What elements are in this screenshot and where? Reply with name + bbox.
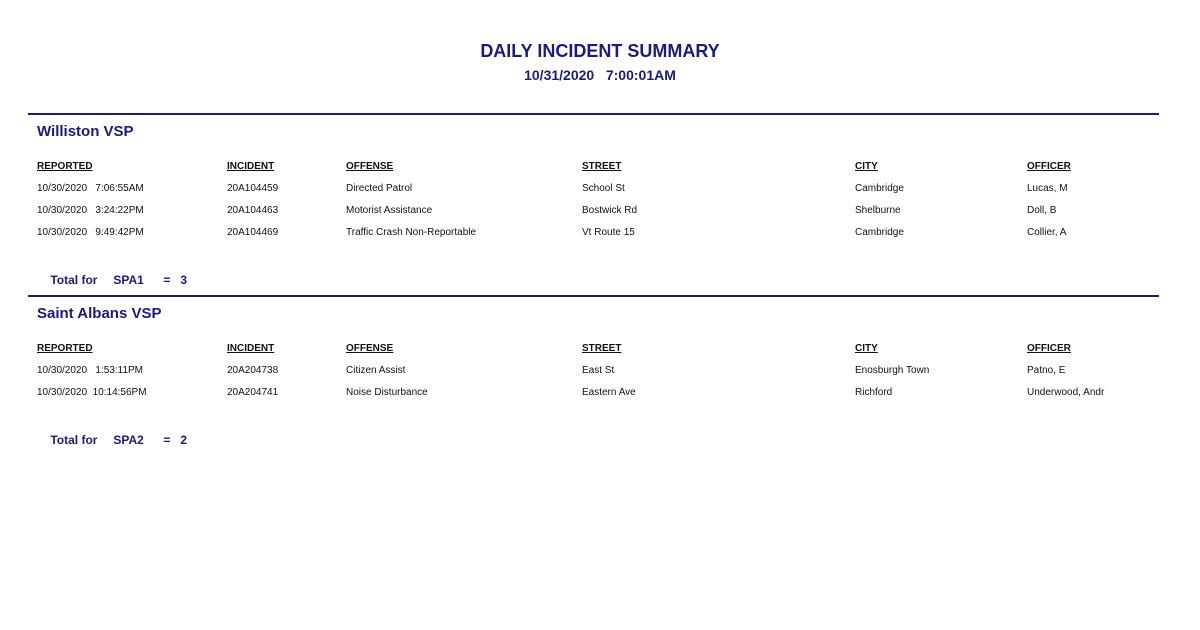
total-equals: =: [163, 433, 171, 447]
cell-offense: Directed Patrol: [346, 183, 413, 194]
cell-incident: 20A204741: [227, 387, 279, 398]
cell-street: Bostwick Rd: [582, 205, 638, 216]
cell-officer: Lucas, M: [1027, 183, 1068, 194]
column-header-offense: OFFENSE: [346, 161, 394, 172]
total-code: SPA1: [113, 273, 144, 287]
cell-street: East St: [582, 365, 615, 376]
section-saint-albans: [28, 295, 1159, 445]
cell-officer: Doll, B: [1027, 205, 1057, 216]
section-total: [37, 419, 187, 461]
cell-incident: 20A104469: [227, 227, 279, 238]
column-header-street: STREET: [582, 161, 622, 172]
cell-reported: 10/30/2020 1:53:11PM: [37, 365, 144, 376]
cell-reported: 10/30/2020 9:49:42PM: [37, 227, 144, 238]
column-header-city: CITY: [855, 161, 878, 172]
cell-officer: Collier, A: [1027, 227, 1067, 238]
column-header-incident: INCIDENT: [227, 343, 275, 354]
total-label: Total for: [50, 273, 98, 287]
section-williston: [28, 113, 1159, 287]
cell-street: School St: [582, 183, 625, 194]
cell-street: Vt Route 15: [582, 227, 635, 238]
cell-offense: Traffic Crash Non-Reportable: [346, 227, 477, 238]
column-header-reported: REPORTED: [37, 343, 93, 354]
total-equals: =: [163, 273, 171, 287]
column-header-offense: OFFENSE: [346, 343, 394, 354]
cell-city: Enosburgh Town: [855, 365, 930, 376]
cell-offense: Noise Disturbance: [346, 387, 428, 398]
total-label: Total for: [50, 433, 98, 447]
cell-city: Richford: [855, 387, 893, 398]
column-header-officer: OFFICER: [1027, 343, 1071, 354]
section-divider: [28, 295, 1159, 297]
cell-incident: 20A204738: [227, 365, 279, 376]
cell-incident: 20A104463: [227, 205, 279, 216]
cell-offense: Motorist Assistance: [346, 205, 433, 216]
column-header-reported: REPORTED: [37, 161, 93, 172]
cell-officer: Patno, E: [1027, 365, 1066, 376]
section-divider: [28, 113, 1159, 115]
report-datetime: 10/31/2020 7:00:01AM: [524, 67, 676, 83]
report-title: DAILY INCIDENT SUMMARY: [480, 41, 720, 61]
total-count: 3: [180, 273, 188, 287]
cell-offense: Citizen Assist: [346, 365, 406, 376]
total-count: 2: [180, 433, 188, 447]
total-code: SPA2: [113, 433, 144, 447]
column-header-city: CITY: [855, 343, 878, 354]
cell-incident: 20A104459: [227, 183, 279, 194]
column-header-street: STREET: [582, 343, 622, 354]
report-header: [0, 40, 1200, 85]
cell-street: Eastern Ave: [582, 387, 636, 398]
column-header-officer: OFFICER: [1027, 161, 1071, 172]
cell-city: Cambridge: [855, 227, 904, 238]
cell-city: Shelburne: [855, 205, 901, 216]
cell-reported: 10/30/2020 10:14:56PM: [37, 387, 147, 398]
section-name: Saint Albans VSP: [37, 305, 162, 322]
section-name: Williston VSP: [37, 123, 134, 140]
column-header-incident: INCIDENT: [227, 161, 275, 172]
cell-reported: 10/30/2020 7:06:55AM: [37, 183, 144, 194]
cell-reported: 10/30/2020 3:24:22PM: [37, 205, 144, 216]
cell-city: Cambridge: [855, 183, 904, 194]
cell-officer: Underwood, Andr: [1027, 387, 1105, 398]
